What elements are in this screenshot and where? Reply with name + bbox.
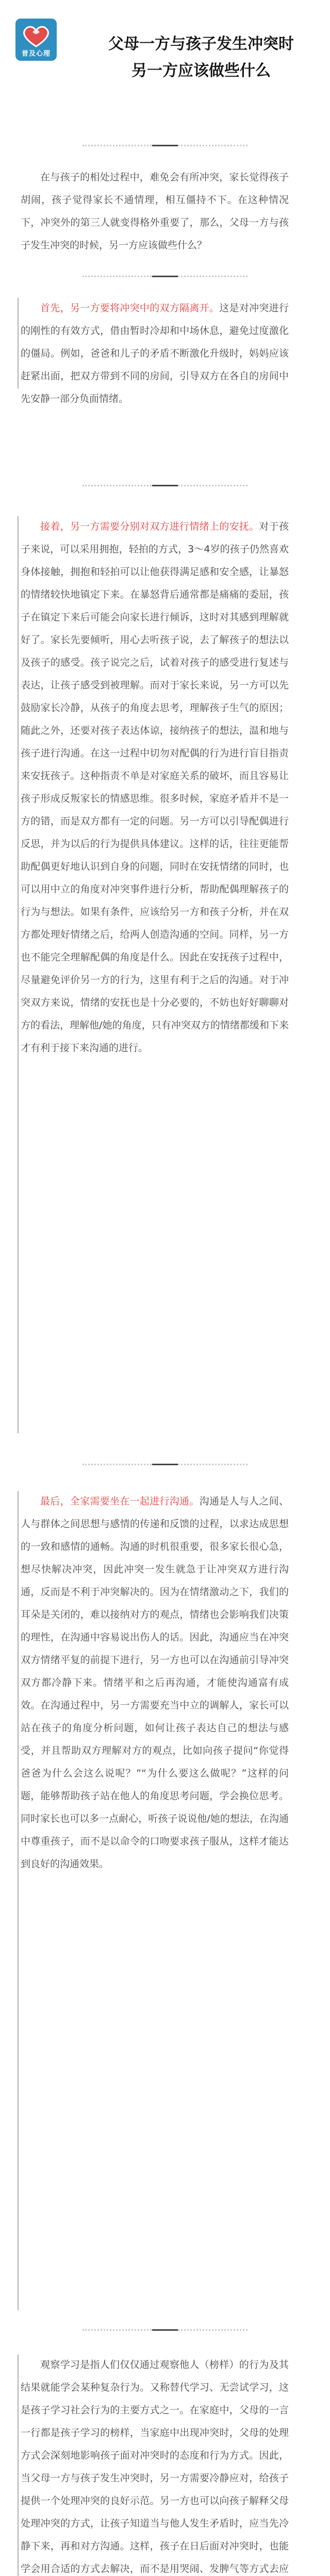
- section-3-body: 沟通是人与人之间、人与群体之间思想与感情的传递和反馈的过程，以求达成思想的一致和感情的通畅。沟通的时机很重要，很多家长很心急，想尽快解决冲突，因此冲突一发生就急于让冲突双方进行沟通，反而是不利于冲突解决的。因为在情绪激动之下，我们的耳朵是关闭的，难以接纳对方的观点，情绪也会影响我们决策的理性，在沟通中容易说出伤人的话。因此，沟通应当在冲突双方情绪平复的前提下进行，另一方也可以在沟通前引导冲突双方都冷静下来。情绪平和之后再沟通，才能使沟通富有成效。在沟通过程中，另一方需要充当中立的调解人，家长可以站在孩子的角度分析问题，如何让孩子表达自己的想法与感受，并且帮助双方理解对方的观点，比如向孩子提问“你觉得爸爸为什么会这么说呢？”“为什么要这么做呢？”这样的问题，能够帮助孩子站在他人的角度思考问题，学会换位思考。同时家长也可以多一点耐心，听孩子说说他/她的想法，在沟通中尊重孩子，而不是以命令的口吻要求孩子服从，这样才能达到良好的沟通效果。: [21, 1496, 289, 1870]
- section-1-paragraph: [21, 297, 289, 410]
- section-divider: [82, 143, 248, 147]
- quote-bar: [18, 1491, 19, 2310]
- intro-paragraph: 在与孩子的相处过程中，难免会有所冲突，家长觉得孩子胡闹，孩子觉得家长不通情理，相互僵持不下。在这种情况下，冲突外的第三人就变得格外重要了，那么，父母一方与孩子发生冲突的时候，另一方应该做些什么？: [21, 172, 289, 251]
- article-title: [88, 31, 315, 84]
- section-1-lead: 首先，: [40, 302, 70, 314]
- section-1-body: 这是对冲突进行的刚性的有效方式，借由暂时冷却和中场休息，避免过度激化的僵局。例如，爸爸和儿子的矛盾不断激化升级时，妈妈应该赶紧出面，把双方带到不同的房间，引导双方在各自的房间中先安静一部分负面情绪。: [21, 302, 289, 404]
- brand-logo: [15, 19, 57, 61]
- logo-text: 普及心理: [21, 50, 51, 58]
- section-divider: [82, 2328, 248, 2332]
- section-divider: [82, 1462, 248, 1466]
- section-3-lead: 最后，: [40, 1496, 70, 1507]
- section-2-lead: 接着，: [40, 521, 70, 532]
- section-2-key: 另一方需要分别对双方进行情绪上的安抚。: [70, 521, 259, 532]
- section-2-body: 对于孩子来说，可以采用拥抱，轻拍的方式，3～4岁的孩子仍然喜欢身体接触，拥抱和轻拍可以让他获得满足感和安全感，让暴怒的情绪较快地镇定下来。在暴怒背后通常都是痛痛的委屈，孩子在镇定下来后可能会向家长进行倾诉，这时对其感到理解就好了。家长先要倾听，用心去听孩子说，去了解孩子的想法以及孩子的感受。孩子说完之后，试着对孩子的感受进行复述与表达，让孩子感受到被理解。而对于家长来说，另一方可以先鼓励家长冷静，从孩子的角度去思考，理解孩子生气的原因；随此之外，还要对孩子表达体谅，接纳孩子的想法，温和地与孩子进行沟通。在这一过程中切勿对配偶的行为进行盲目指责来安抚孩子。这种指责不单是对家庭关系的破坏，而且容易让孩子形成反叛家长的情感思维。很多时候，家庭矛盾并不是一方的错，而是双方都有一定的问题。另一方可以引导配偶进行反思，并为以后的行为提供具体建议。这样的话，往往更能帮助配偶更好地认识到自身的问题，同时在安抚情绪的同时，也可以用中立的角度对冲突事件进行分析，帮助配偶理解孩子的行为与想法。如果有条件，应该给另一方和孩子分析，并在双方都处理好情绪之后，给两人创造沟通的空间。同样，另一方也不能完全理解配偶的角度是什么。因此在安抚孩子过程中，尽量避免评价另一方的行为，这里有利于之后的沟通。对于冲突双方来说，情绪的安抚也是十分必要的，不妨也好好聊聊对方的看法，理解他/她的角度，只有冲突双方的情绪都缓和下来才有利于接下来沟通的进行。: [21, 521, 289, 1054]
- section-divider: [82, 274, 248, 278]
- section-4-paragraph: 观察学习是指人们仅仅通过观察他人（榜样）的行为及其结果就能学会某种复杂行为。又称替代学习、无尝试学习，这是孩子学习社会行为的主要方式之一。在家庭中，父母的一言一行都是孩子学习的榜样，当家庭中出现冲突时，父母的处理方式会深刻地影响孩子面对冲突时的态度和行为方式。因此，当父母一方与孩子发生冲突时，另一方需要冷静应对，给孩子提供一个处理冲突的良好示范。另一方也可以向孩子解释父母处理冲突的方式，让孩子知道当与他人发生矛盾时，应当先冷静下来，再和对方沟通。这样，孩子在日后面对冲突时，也能学会用合适的方式去解决，而不是用哭闹、发脾气等方式去应: [21, 2359, 289, 2574]
- title-line-2: 另一方应该做些什么: [131, 62, 271, 80]
- section-divider: [82, 483, 248, 487]
- quote-bar: [18, 516, 19, 1433]
- section-2-paragraph: [21, 515, 289, 1059]
- section-1-key: 另一方要将冲突中的双方隔离开。: [70, 302, 220, 314]
- article-header: [0, 0, 330, 134]
- section-3-paragraph: [21, 1490, 289, 1875]
- quote-bar: [18, 2354, 19, 2576]
- title-line-1: 父母一方与孩子发生冲突时: [108, 35, 294, 53]
- quote-bar: [18, 298, 19, 388]
- section-3-key: 全家需要坐在一起进行沟通。: [70, 1496, 200, 1507]
